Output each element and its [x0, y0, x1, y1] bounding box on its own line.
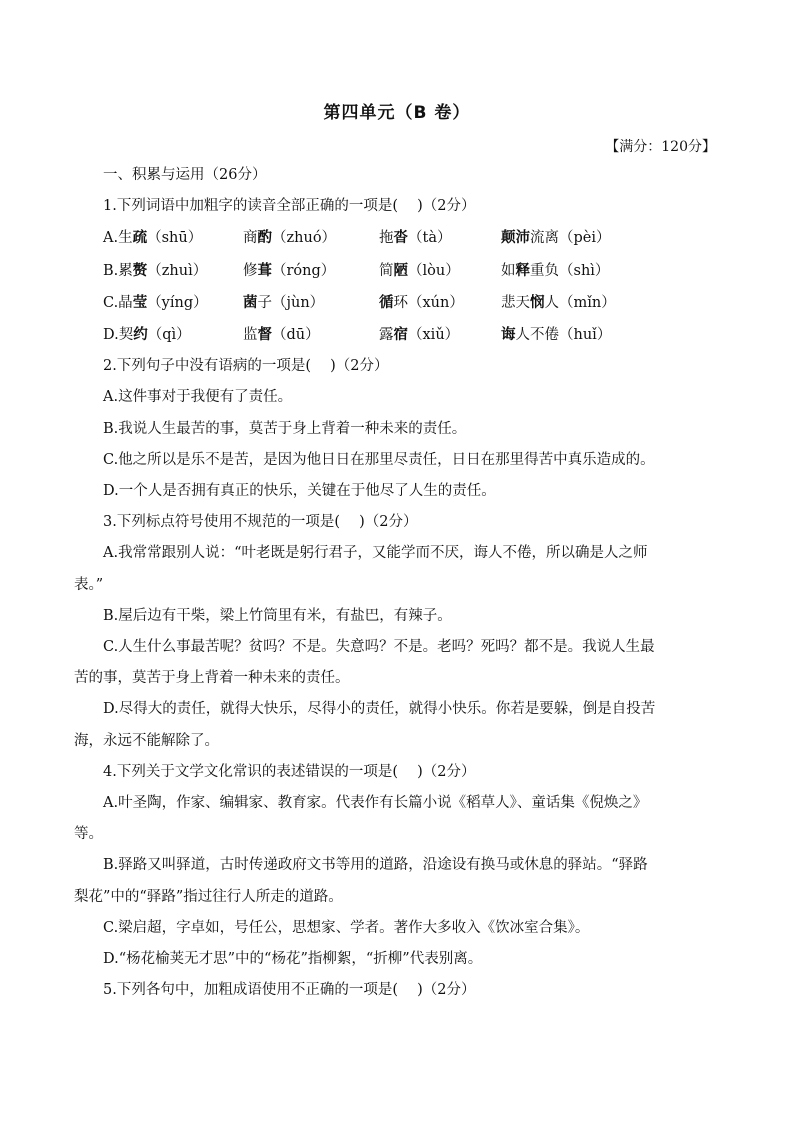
question-4-option-b-line-2: 梨花”中的“驿路”指过往行人所走的道路。 [74, 888, 343, 905]
question-4-option-c: C.梁启超，字卓如，号任公，思想家、学者。著作大多收入《饮冰室合集》。 [103, 919, 590, 936]
question-1-stem: 1.下列词语中加粗字的读音全部正确的一项是( )（2分） [103, 198, 476, 215]
question-1-option-a: A.生疏（shū） 商酌（zhuó） 拖沓（tà） 颠沛流离（pèi） [103, 229, 611, 247]
question-3-option-c-line-1: C.人生什么事最苦呢？贫吗？不是。失意吗？不是。老吗？死吗？都不是。我说人生最 [103, 639, 655, 656]
question-2-option-b: B.我说人生最苦的事，莫苦于身上背着一种未来的责任。 [103, 420, 467, 437]
question-2-option-d: D.一个人是否拥有真正的快乐，关键在于他尽了人生的责任。 [103, 483, 496, 500]
question-4-option-a-line-1: A.叶圣陶，作家、编辑家、教育家。代表作有长篇小说《稻草人》、童话集《倪焕之》 [103, 795, 648, 812]
question-1-option-b: B.累赘（zhuì） 修葺（róng） 简陋（lòu） 如释重负（shì） [103, 261, 610, 279]
question-5-stem: 5.下列各句中，加粗成语使用不正确的一项是( )（2分） [103, 982, 476, 999]
question-2-option-a: A.这件事对于我便有了责任。 [103, 389, 293, 406]
exam-body [74, 160, 720, 1006]
question-3-option-c-line-2: 苦的事，莫苦于身上背着一种未来的责任。 [74, 670, 350, 687]
question-2-option-c: C.他之所以是乐不是苦，是因为他日日在那里尽责任，日日在那里得苦中真乐造成的。 [103, 451, 655, 468]
question-3-option-a-line-1: A.我常常跟别人说：“叶老既是躬行君子，又能学而不厌，诲人不倦，所以确是人之师 [103, 545, 648, 562]
question-4-option-a-line-2: 等。 [74, 826, 103, 843]
question-1-option-d: D.契约（qì） 监督（dū） 露宿（xiǔ） 诲人不倦（huǐ） [103, 326, 612, 344]
question-3-stem: 3.下列标点符号使用不规范的一项是( )（2分） [103, 514, 418, 531]
question-3-option-d-line-2: 海，永远不能解除了。 [74, 732, 219, 749]
question-3-option-d-line-1: D.尽得大的责任，就得大快乐，尽得小的责任，就得小快乐。你若是要躲，倒是自投苦 [103, 701, 656, 718]
section-heading: 一、积累与运用（26分） [103, 167, 267, 183]
question-4-option-d: D.“杨花榆荚无才思”中的“杨花”指柳絮，“折柳”代表别离。 [103, 951, 483, 968]
question-3-option-b: B.屋后边有干柴，梁上竹筒里有米，有盐巴，有辣子。 [103, 607, 452, 624]
page-title: 第四单元（B 卷） [323, 103, 471, 123]
full-score-label: 【满分：120分】 [605, 139, 716, 155]
question-1-option-c: C.晶莹（yíng） 菌子（jùn） 循环（xún） 悲天悯人（mǐn） [103, 293, 616, 311]
question-3-option-a-line-2: 表。” [74, 576, 104, 593]
question-4-stem: 4.下列关于文学文化常识的表述错误的一项是( )（2分） [103, 763, 476, 780]
question-2-stem: 2.下列句子中没有语病的一项是( )（2分） [103, 358, 389, 375]
question-4-option-b-line-1: B.驿路又叫驿道，古时传递政府文书等用的道路，沿途设有换马或休息的驿站。“驿路 [103, 857, 648, 874]
